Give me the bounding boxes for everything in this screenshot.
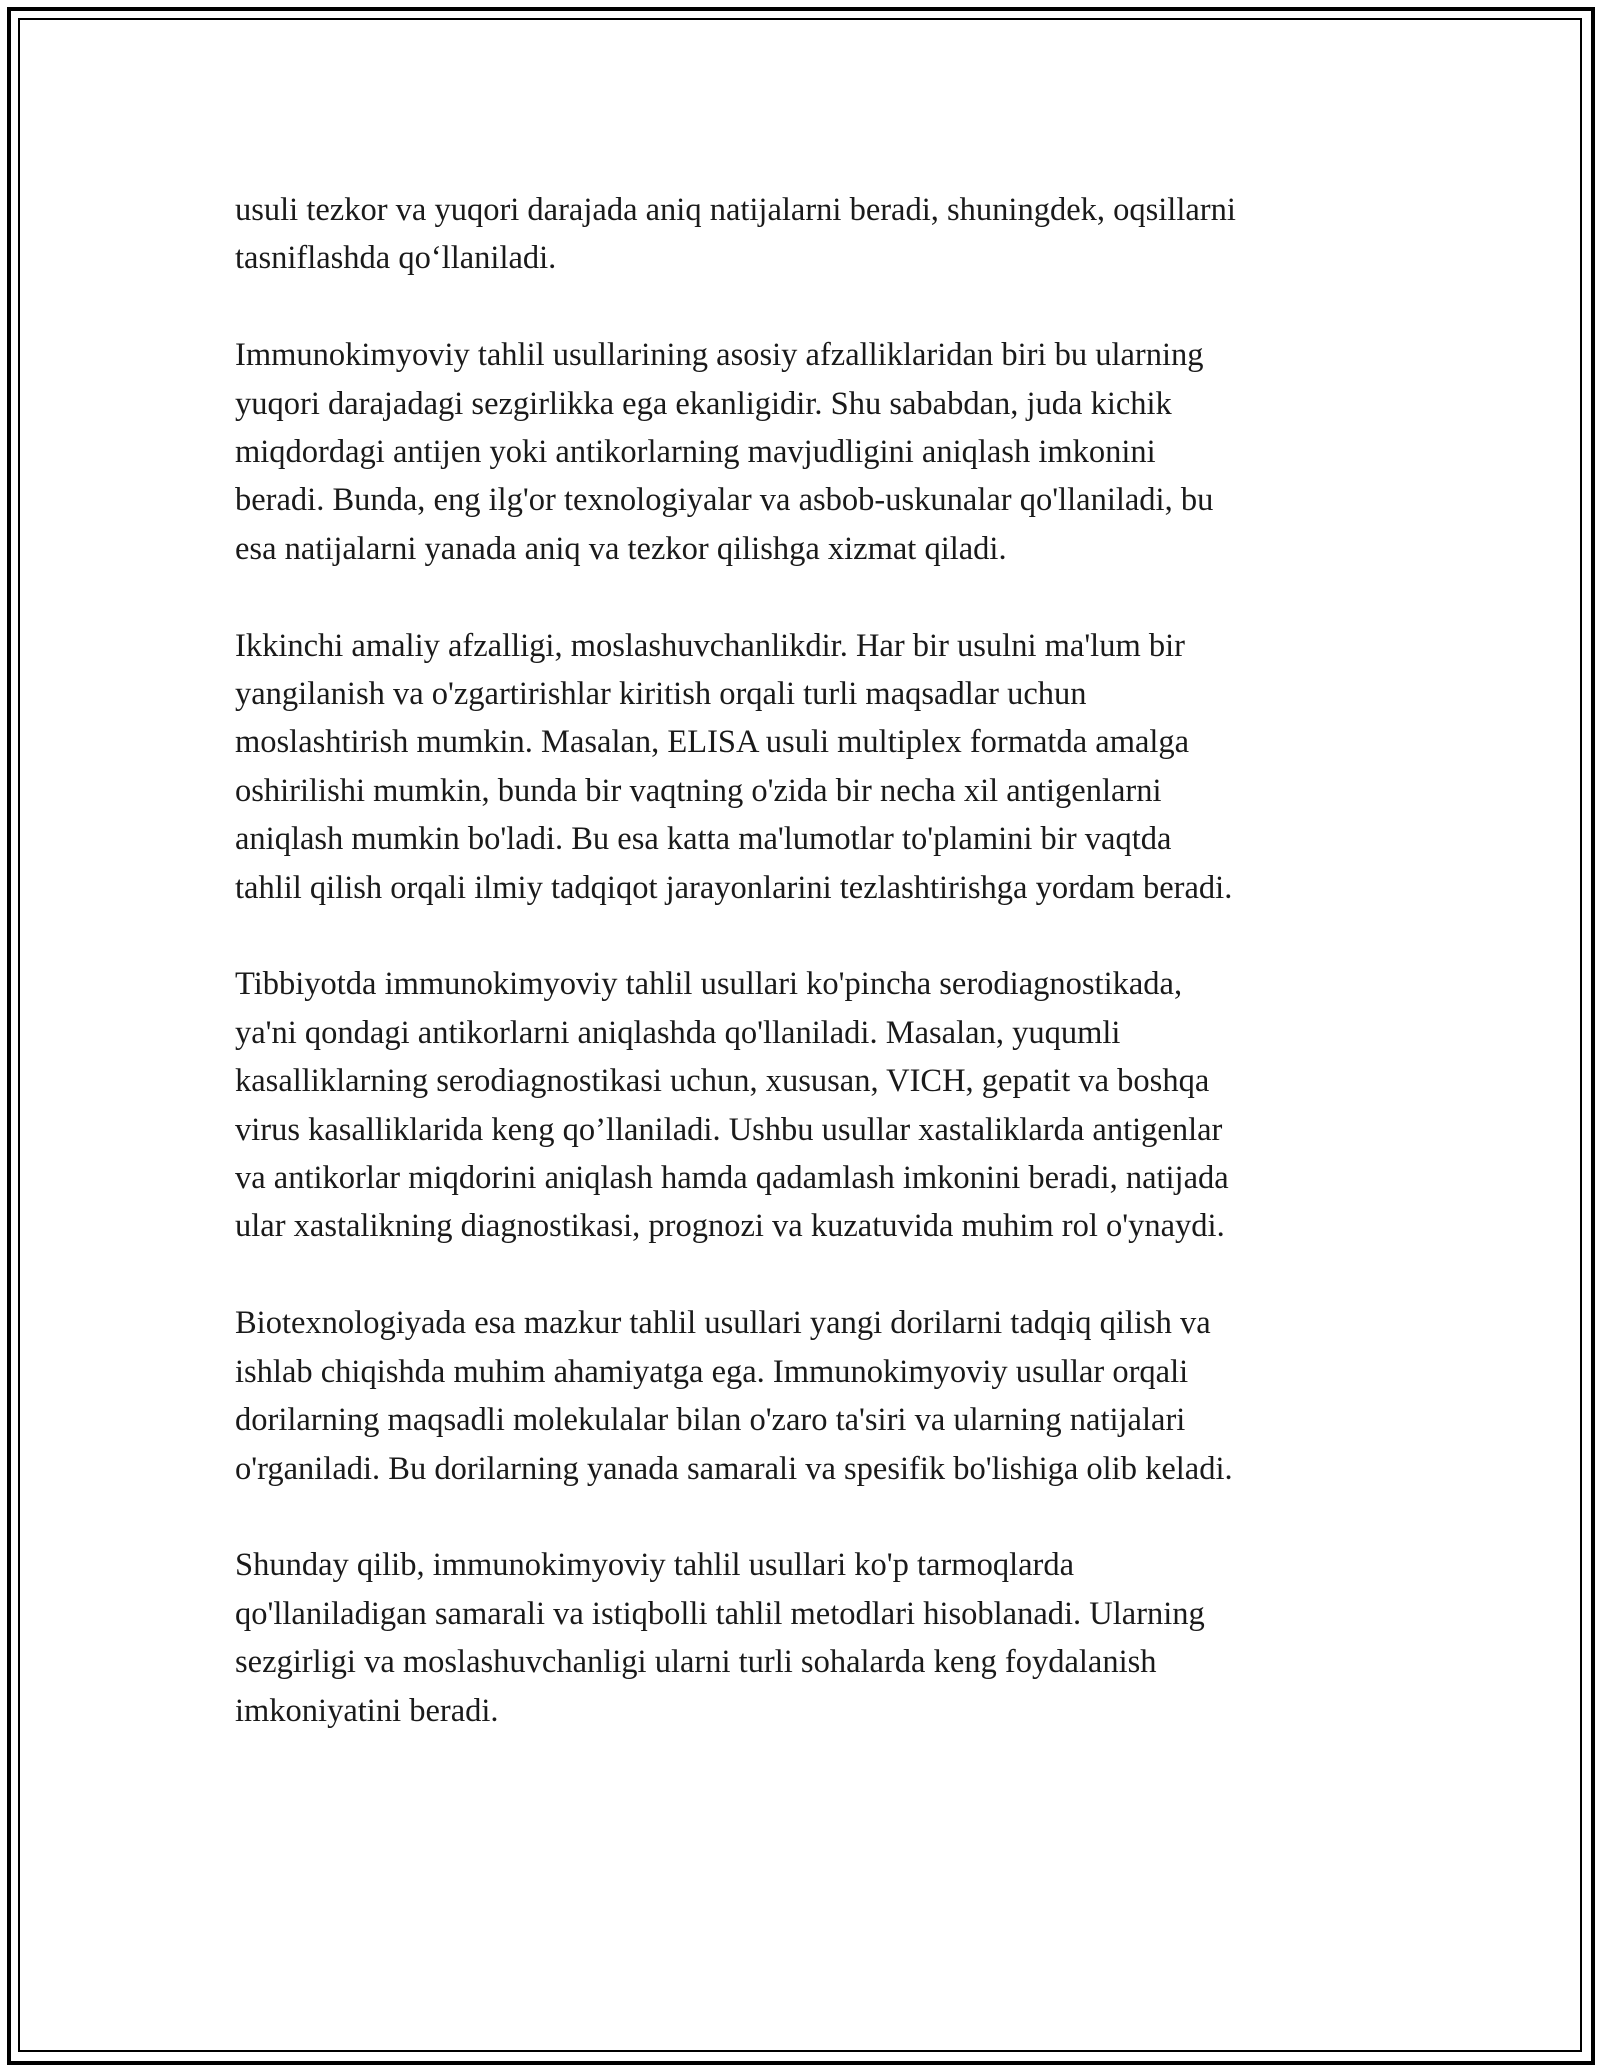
text-line: va antikorlar miqdorini aniqlash hamda qadamlash imkonini beradi, natijada — [235, 1160, 1229, 1197]
paragraph — [235, 186, 1385, 283]
text-line: oshirilishi mumkin, bunda bir vaqtning o'zida bir necha xil antigenlarni — [235, 772, 1162, 809]
text-line: aniqlash mumkin bo'ladi. Bu esa katta ma'lumotlar to'plamini bir vaqtda — [235, 821, 1172, 858]
text-line: esa natijalarni yanada aniq va tezkor qilishga xizmat qiladi. — [235, 530, 1007, 567]
paragraph — [235, 1541, 1385, 1735]
text-line: miqdordagi antijen yoki antikorlarning mavjudligini aniqlash imkonini — [235, 434, 1156, 471]
paragraph — [235, 622, 1385, 912]
paragraph — [235, 960, 1385, 1250]
text-line: o'rganiladi. Bu dorilarning yanada samarali va spesifik bo'lishiga olib keladi. — [235, 1450, 1233, 1487]
text-line: ular xastalikning diagnostikasi, prognozi va kuzatuvida muhim rol o'ynaydi. — [235, 1208, 1225, 1245]
text-line: Biotexnologiyada esa mazkur tahlil usullari yangi dorilarni tadqiq qilish va — [235, 1305, 1211, 1342]
paragraph — [235, 1299, 1385, 1493]
text-line: Shunday qilib, immunokimyoviy tahlil usullari ko'p tarmoqlarda — [235, 1547, 1075, 1584]
text-line: Tibbiyotda immunokimyoviy tahlil usullari ko'pincha serodiagnostikada, — [235, 966, 1183, 1003]
text-line: sezgirligi va moslashuvchanligi ularni turli sohalarda keng foydalanish — [235, 1644, 1157, 1681]
text-line: imkoniyatini beradi. — [235, 1692, 499, 1729]
text-line: kasalliklarning serodiagnostikasi uchun, xususan, VICH, gepatit va boshqa — [235, 1063, 1210, 1100]
text-line: dorilarning maqsadli molekulalar bilan o'zaro ta'siri va ularning natijalari — [235, 1402, 1186, 1439]
text-line: virus kasalliklarida keng qo’llaniladi. Ushbu usullar xastaliklarda antigenlar — [235, 1111, 1223, 1148]
paragraph — [235, 331, 1385, 573]
text-line: beradi. Bunda, eng ilg'or texnologiyalar va asbob-uskunalar qo'llaniladi, bu — [235, 482, 1214, 519]
text-line: Immunokimyoviy tahlil usullarining asosiy afzalliklaridan biri bu ularning — [235, 337, 1204, 374]
document-body — [235, 186, 1385, 1735]
text-line: qo'llaniladigan samarali va istiqbolli tahlil metodlari hisoblanadi. Ularning — [235, 1595, 1205, 1632]
text-line: yuqori darajadagi sezgirlikka ega ekanligidir. Shu sababdan, juda kichik — [235, 385, 1172, 422]
text-line: tahlil qilish orqali ilmiy tadqiqot jarayonlarini tezlashtirishga yordam beradi. — [235, 869, 1233, 906]
text-line: ishlab chiqishda muhim ahamiyatga ega. Immunokimyoviy usullar orqali — [235, 1353, 1189, 1390]
text-line: usuli tezkor va yuqori darajada aniq natijalarni beradi, shuningdek, oqsillarni — [235, 192, 1236, 228]
text-line: tasniflashda qo‘llaniladi. — [235, 240, 557, 277]
text-line: yangilanish va o'zgartirishlar kiritish orqali turli maqsadlar uchun — [235, 676, 1087, 713]
text-line: ya'ni qondagi antikorlarni aniqlashda qo'llaniladi. Masalan, yuqumli — [235, 1014, 1121, 1051]
text-line: Ikkinchi amaliy afzalligi, moslashuvchanlikdir. Har bir usulni ma'lum bir — [235, 627, 1185, 664]
text-line: moslashtirish mumkin. Masalan, ELISA usuli multiplex formatda amalga — [235, 724, 1190, 761]
